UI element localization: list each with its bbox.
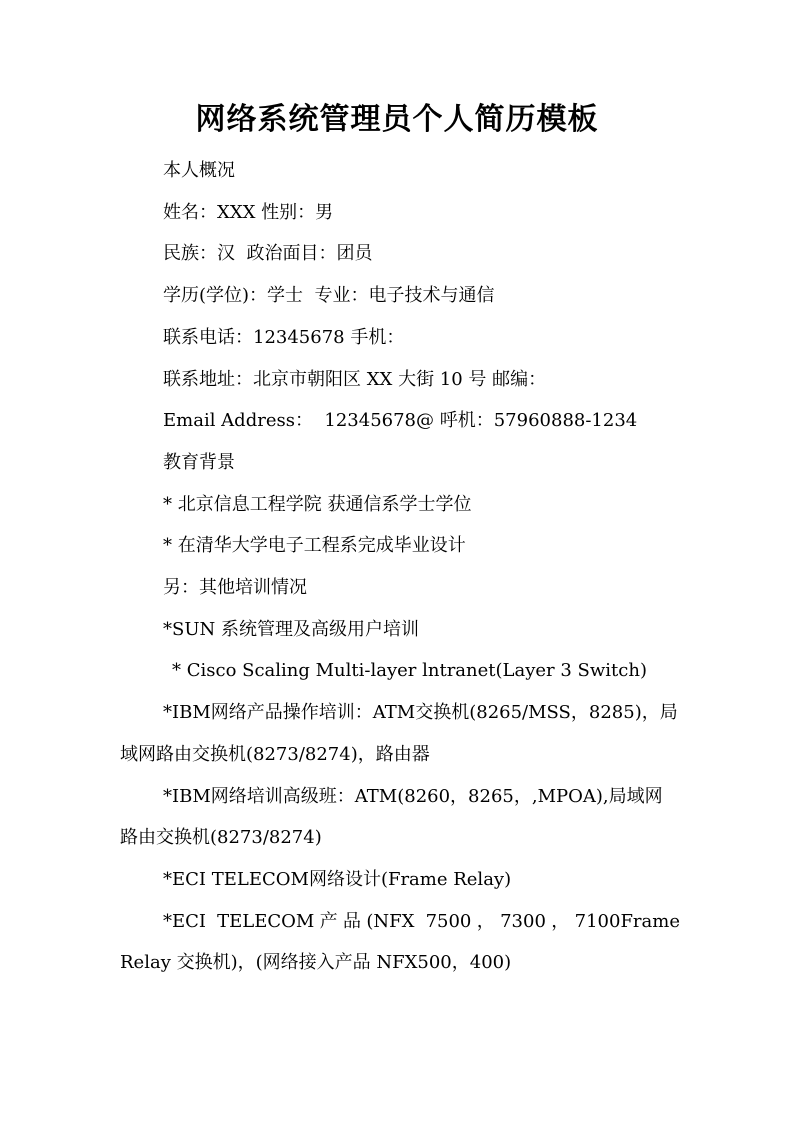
training-item: *IBM网络产品操作培训：ATM交换机(8265/MSS，8285)，局域网路由交换机(8273/8274)，路由器	[120, 702, 678, 765]
address-line: 联系地址：北京市朝阳区 XX 大街 10 号 邮编：	[163, 368, 547, 390]
training-item: * Cisco Scaling Multi-layer lntranet(Layer 3 Switch)	[172, 660, 647, 682]
education-major-line: 学历(学位)：学士 专业：电子技术与通信	[163, 285, 495, 307]
education-item: * 在清华大学电子工程系完成毕业设计	[163, 535, 466, 557]
page-title: 网络系统管理员个人简历模板	[195, 102, 599, 137]
training-item: *ECI TELECOM网络设计(Frame Relay)	[163, 868, 512, 890]
name-gender-line: 姓名：XXX 性别：男	[163, 201, 334, 223]
ethnicity-politics-line: 民族：汉 政治面目：团员	[163, 243, 373, 265]
email-pager-line: Email Address： 12345678@ 呼机：57960888-1234	[163, 410, 638, 432]
education-item: * 北京信息工程学院 获通信系学士学位	[163, 493, 472, 515]
phone-line: 联系电话：12345678 手机：	[163, 326, 405, 348]
profile-heading: 本人概况	[163, 160, 235, 181]
training-item: *SUN 系统管理及高级用户培训	[163, 618, 419, 640]
training-item: *ECI TELECOM产品(NFX 7500，7300，7100Frame Relay 交换机)，(网络接入产品 NFX500，400)	[120, 910, 680, 974]
training-heading: 另：其他培训情况	[163, 577, 307, 599]
resume-body	[120, 150, 680, 984]
education-heading: 教育背景	[163, 451, 235, 473]
training-item: *IBM网络培训高级班：ATM(8260，8265，,MPOA),局域网路由交换机(8273/8274)	[120, 785, 663, 849]
